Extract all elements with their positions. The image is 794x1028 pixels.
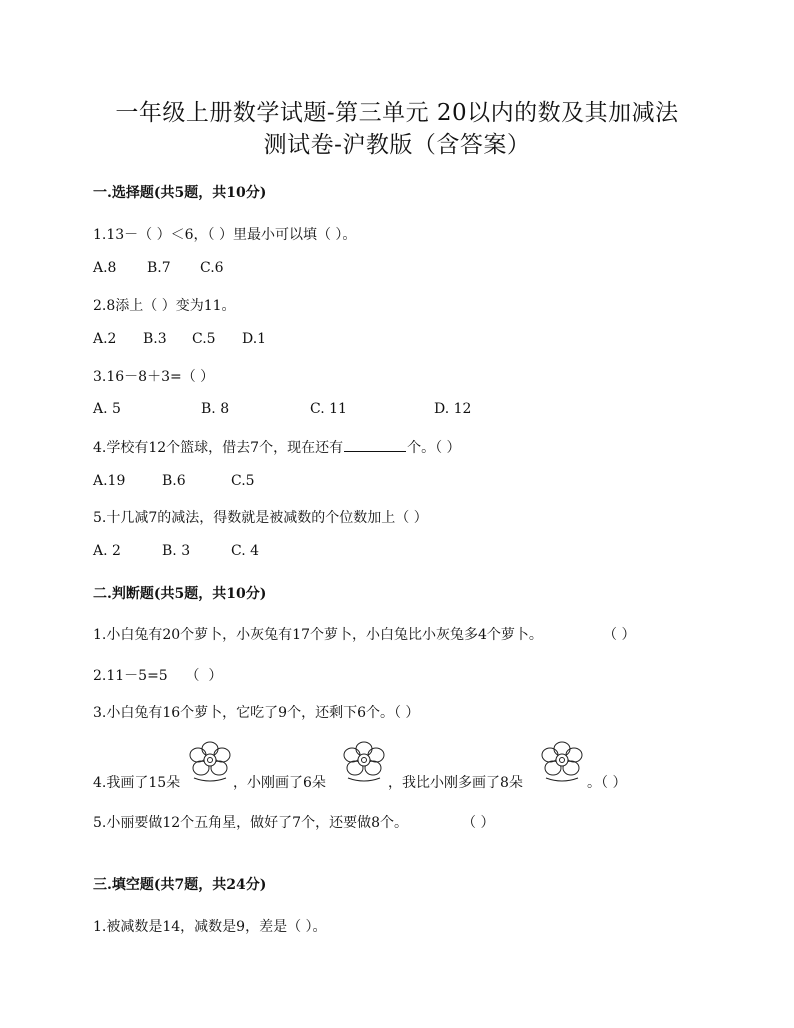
option-c: C.5 bbox=[192, 331, 216, 347]
question-1-2: 2.8添上（ ）变为11。 bbox=[93, 298, 236, 314]
option-c: C. 11 bbox=[310, 401, 347, 417]
question-2-5: 5.小丽要做12个五角星，做好了7个，还要做8个。 bbox=[93, 815, 408, 831]
option-c: C.6 bbox=[200, 260, 224, 276]
option-a: A. 2 bbox=[93, 543, 121, 559]
flower-icon bbox=[538, 740, 586, 784]
option-d: D. 12 bbox=[434, 401, 472, 417]
question-2-4-part-1: 4.我画了15朵 bbox=[93, 775, 181, 791]
question-2-4-part-3: ，我比小刚多画了8朵 bbox=[388, 775, 523, 791]
option-a: A.2 bbox=[93, 331, 117, 347]
option-a: A.8 bbox=[93, 260, 117, 276]
option-b: B.3 bbox=[143, 331, 167, 347]
option-a: A. 5 bbox=[93, 401, 121, 417]
answer-blank bbox=[344, 439, 406, 452]
question-3-1: 1.被减数是14，减数是9，差是（ ）。 bbox=[93, 919, 327, 935]
question-2-3: 3.小白兔有16个萝卜，它吃了9个，还剩下6个。（ ） bbox=[93, 705, 420, 721]
section-3-heading: 三.填空题(共7题，共24分) bbox=[93, 877, 267, 893]
question-1-1: 1.13－（ ）＜6，（ ）里最小可以填（ ）。 bbox=[93, 227, 357, 243]
question-text: 个。（ ） bbox=[407, 440, 461, 456]
question-1-4 bbox=[93, 437, 461, 457]
option-c: C.5 bbox=[231, 473, 255, 489]
question-2-4-part-2: ，小刚画了6朵 bbox=[233, 775, 326, 791]
option-b: B. 8 bbox=[201, 401, 230, 417]
question-1-5: 5.十几减7的减法，得数就是被减数的个位数加上（ ） bbox=[93, 510, 428, 526]
question-2-2: 2.11－5=5 （ ） bbox=[93, 668, 223, 684]
option-b: B.7 bbox=[147, 260, 171, 276]
option-a: A.19 bbox=[93, 473, 126, 489]
question-2-1: 1.小白兔有20个萝卜，小灰兔有17个萝卜，小白兔比小灰兔多4个萝卜。 bbox=[93, 627, 543, 643]
flower-icon bbox=[340, 740, 388, 784]
question-text: 4.学校有12个篮球，借去7个，现在还有 bbox=[93, 440, 344, 456]
option-d: D.1 bbox=[242, 331, 267, 347]
question-2-4-part-4: 。（ ） bbox=[587, 775, 627, 791]
question-1-3: 3.16－8＋3=（ ） bbox=[93, 369, 215, 385]
flower-icon bbox=[186, 740, 234, 784]
section-2-heading: 二.判断题(共5题，共10分) bbox=[93, 586, 267, 602]
answer-mark: （ ） bbox=[462, 815, 495, 831]
section-1-heading: 一.选择题(共5题，共10分) bbox=[93, 185, 267, 201]
page-title-line-1: 一年级上册数学试题-第三单元 20以内的数及其加减法 bbox=[115, 100, 679, 126]
option-b: B. 3 bbox=[162, 543, 191, 559]
page-title-line-2: 测试卷-沪教版（含答案） bbox=[263, 132, 531, 158]
answer-mark: （ ） bbox=[603, 627, 636, 643]
option-c: C. 4 bbox=[231, 543, 260, 559]
option-b: B.6 bbox=[162, 473, 186, 489]
